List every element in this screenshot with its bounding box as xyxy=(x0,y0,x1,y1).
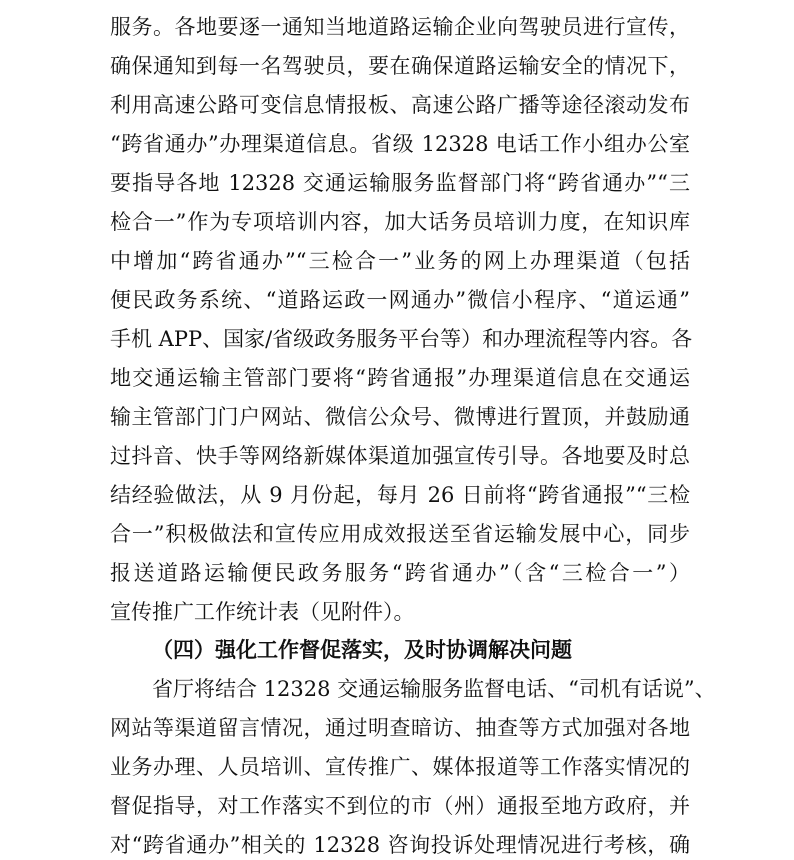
paragraph-line: 合一”积极做法和宣传应用成效报送至省运输发展中心，同步 xyxy=(110,522,690,546)
paragraph-line: 检合一”作为专项培训内容，加大话务员培训力度，在知识库 xyxy=(110,210,690,234)
paragraph-line: 中增加“跨省通办”“三检合一”业务的网上办理渠道（包括 xyxy=(110,249,690,273)
paragraph-line: 便民政务系统、“道路运政一网通办”微信小程序、“道运通” xyxy=(110,288,690,312)
paragraph-line: 网站等渠道留言情况，通过明查暗访、抽查等方式加强对各地 xyxy=(110,716,690,740)
paragraph-line: 过抖音、快手等网络新媒体渠道加强宣传引导。各地要及时总 xyxy=(110,444,690,468)
paragraph-line: 地交通运输主管部门要将“跨省通报”办理渠道信息在交通运 xyxy=(110,366,690,390)
section-heading: （四）强化工作督促落实，及时协调解决问题 xyxy=(152,638,572,662)
paragraph-line: 督促指导，对工作落实不到位的市（州）通报至地方政府，并 xyxy=(110,794,690,818)
paragraph-line: 手机 APP、国家/省级政务服务平台等）和办理流程等内容。各 xyxy=(110,327,693,351)
paragraph-line: 要指导各地 12328 交通运输服务监督部门将“跨省通办”“三 xyxy=(110,171,690,195)
paragraph-line: 结经验做法，从 9 月份起，每月 26 日前将“跨省通报”“三检 xyxy=(110,483,690,507)
paragraph-line: “跨省通办”办理渠道信息。省级 12328 电话工作小组办公室 xyxy=(110,132,690,156)
paragraph-line: 输主管部门门户网站、微信公众号、微博进行置顶，并鼓励通 xyxy=(110,405,690,429)
paragraph-line: 对“跨省通办”相关的 12328 咨询投诉处理情况进行考核，确 xyxy=(110,833,690,857)
paragraph-line: 确保通知到每一名驾驶员，要在确保道路运输安全的情况下， xyxy=(110,54,690,78)
paragraph-line: 宣传推广工作统计表（见附件）。 xyxy=(110,600,415,624)
paragraph-line: 省厅将结合 12328 交通运输服务监督电话、“司机有话说”、 xyxy=(152,677,716,701)
paragraph-line: 业务办理、人员培训、宣传推广、媒体报道等工作落实情况的 xyxy=(110,755,690,779)
paragraph-line: 利用高速公路可变信息情报板、高速公路广播等途径滚动发布 xyxy=(110,93,690,117)
paragraph-line: 报送道路运输便民政务服务“跨省通办”（含“三检合一”） xyxy=(110,561,690,585)
paragraph-line: 服务。各地要逐一通知当地道路运输企业向驾驶员进行宣传， xyxy=(110,15,690,39)
